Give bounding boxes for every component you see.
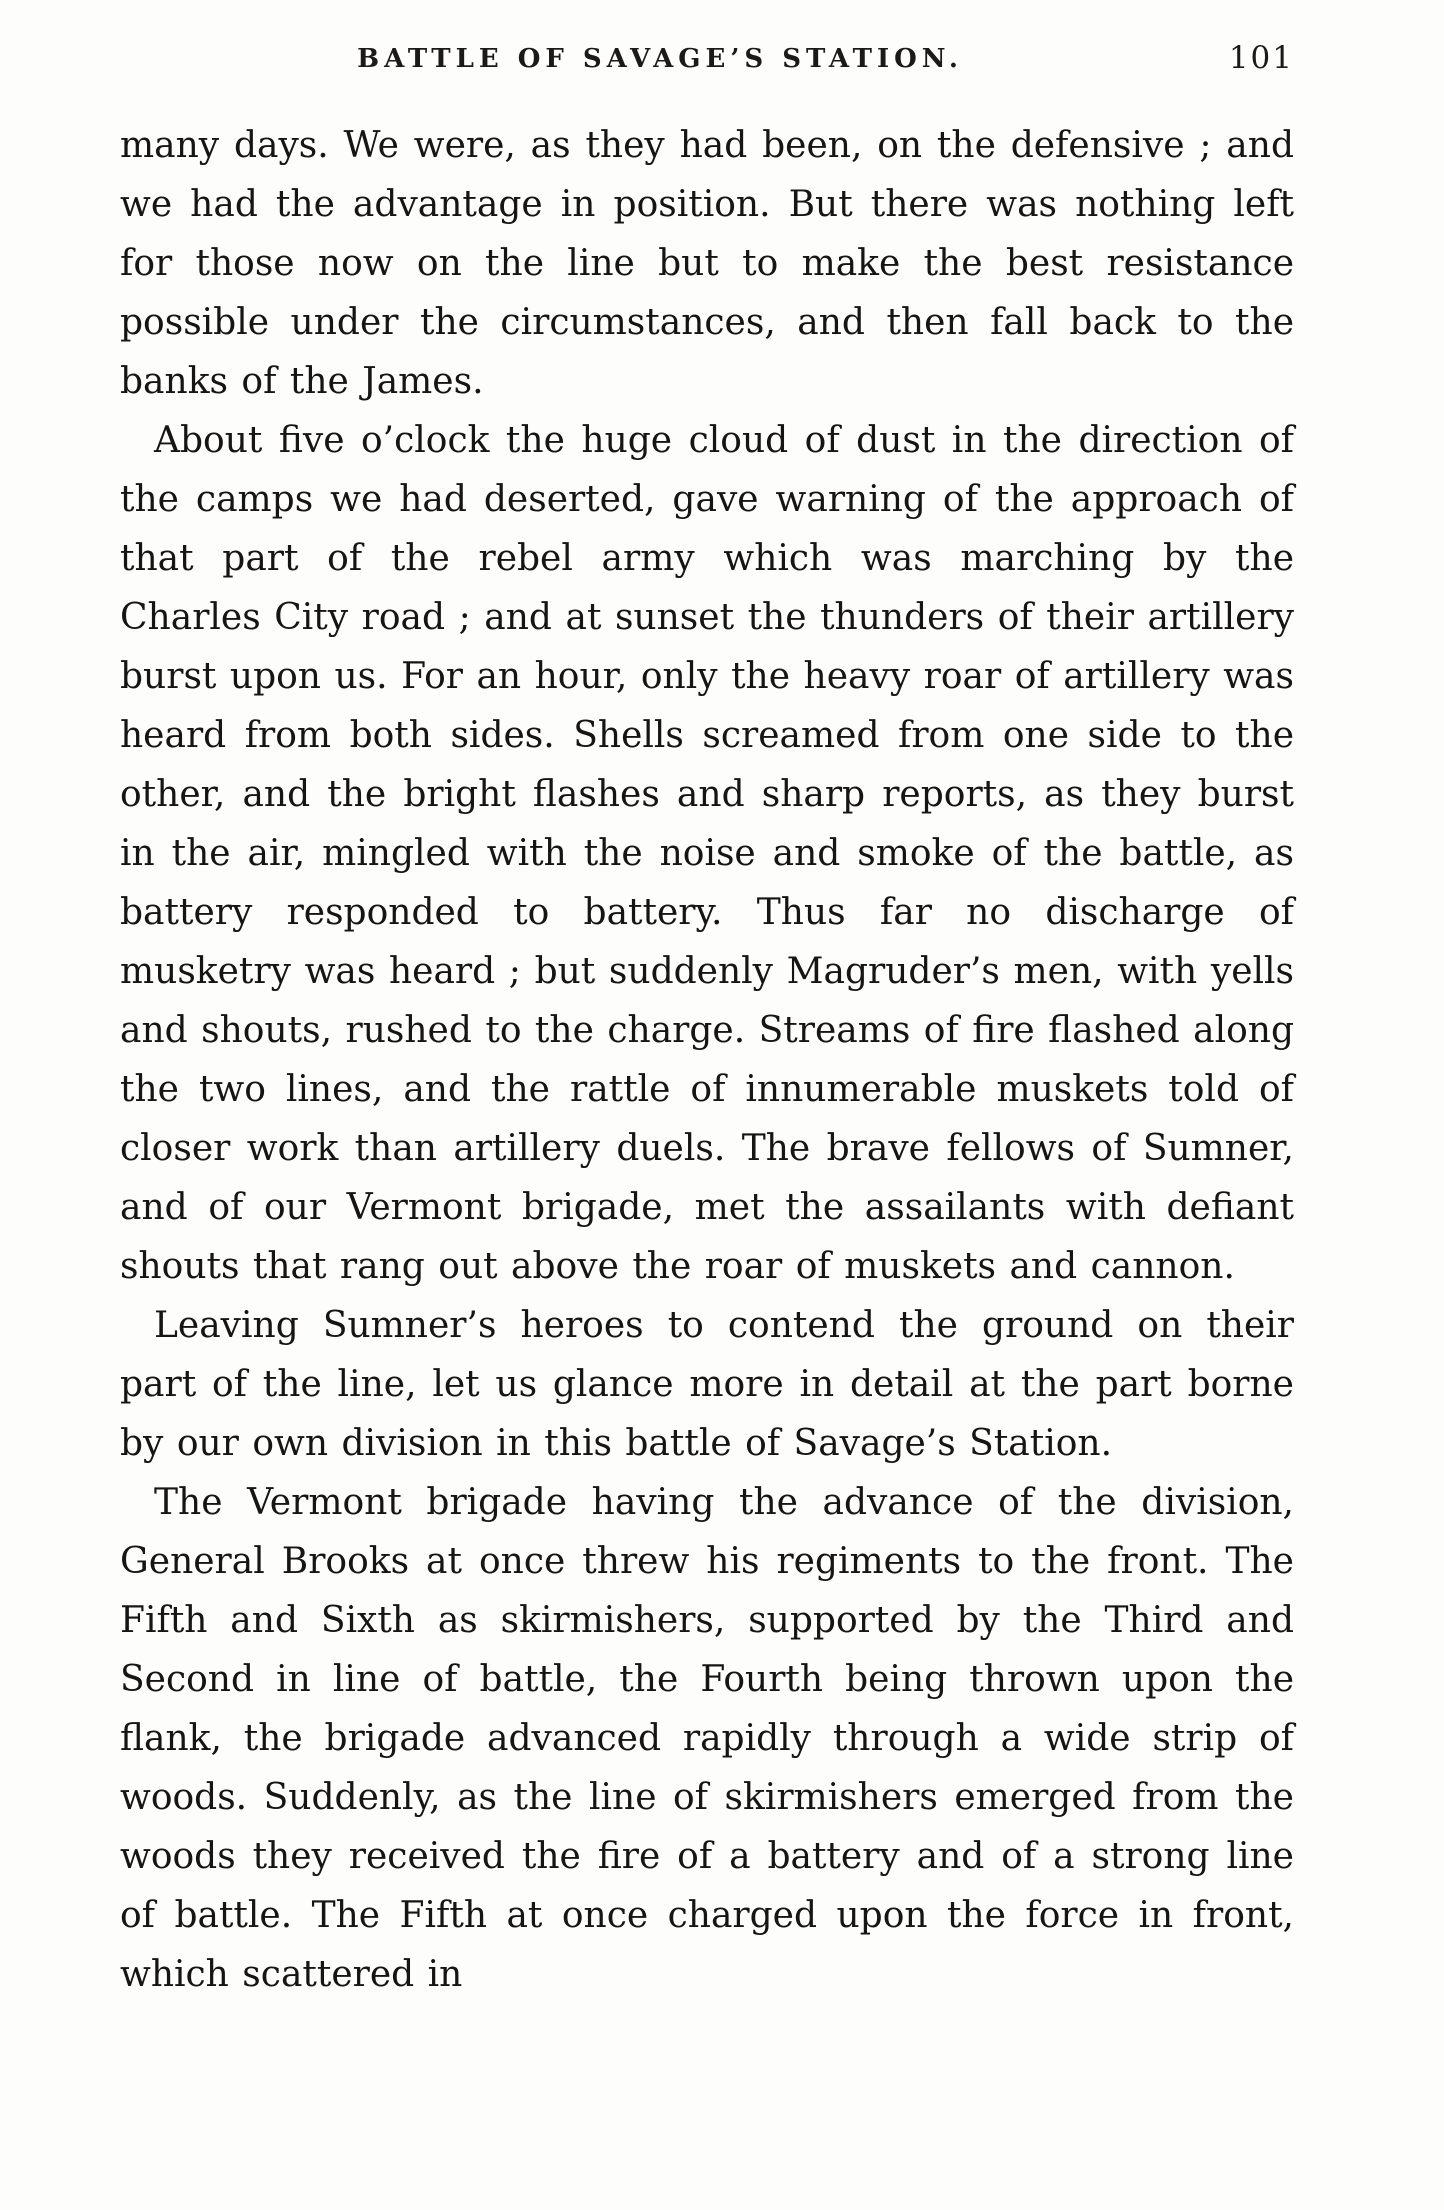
page-number: 101	[1228, 40, 1294, 76]
page-header	[120, 40, 1294, 94]
page-body	[120, 116, 1294, 2004]
paragraph: About five o’clock the huge cloud of dust in the direction of the camps we had deserted, gave warning of the approach of that part of the rebel army which was marching by the Charles City road ; and at sunset the thunders of their artillery burst upon us. For an hour, only the heavy roar of artillery was heard from both sides. Shells screamed from one side to the other, and the bright flashes and sharp reports, as they burst in the air, mingled with the noise and smoke of the battle, as battery responded to battery. Thus far no discharge of musketry was heard ; but suddenly Magruder’s men, with yells and shouts, rushed to the charge. Streams of fire flashed along the two lines, and the rattle of innumerable muskets told of closer work than artillery duels. The brave fellows of Sumner, and of our Vermont brigade, met the assailants with defiant shouts that rang out above the roar of muskets and cannon.	[120, 420, 1294, 1287]
paragraph: The Vermont brigade having the advance of the division, General Brooks at once threw his regiments to the front. The Fifth and Sixth as skirmishers, supported by the Third and Second in line of battle, the Fourth being thrown upon the flank, the brigade advanced rapidly through a wide strip of woods. Suddenly, as the line of skirmishers emerged from the woods they received the fire of a battery and of a strong line of battle. The Fifth at once charged upon the force in front, which scattered in	[120, 1482, 1294, 1995]
paragraph: many days. We were, as they had been, on the defensive ; and we had the advantage in position. But there was nothing left for those now on the line but to make the best resistance possible under the circumstances, and then fall back to the banks of the James.	[120, 125, 1294, 402]
paragraph: Leaving Sumner’s heroes to contend the ground on their part of the line, let us glance more in detail at the part borne by our own division in this battle of Savage’s Station.	[120, 1305, 1294, 1464]
running-title: BATTLE OF SAVAGE’S STATION.	[357, 44, 963, 74]
